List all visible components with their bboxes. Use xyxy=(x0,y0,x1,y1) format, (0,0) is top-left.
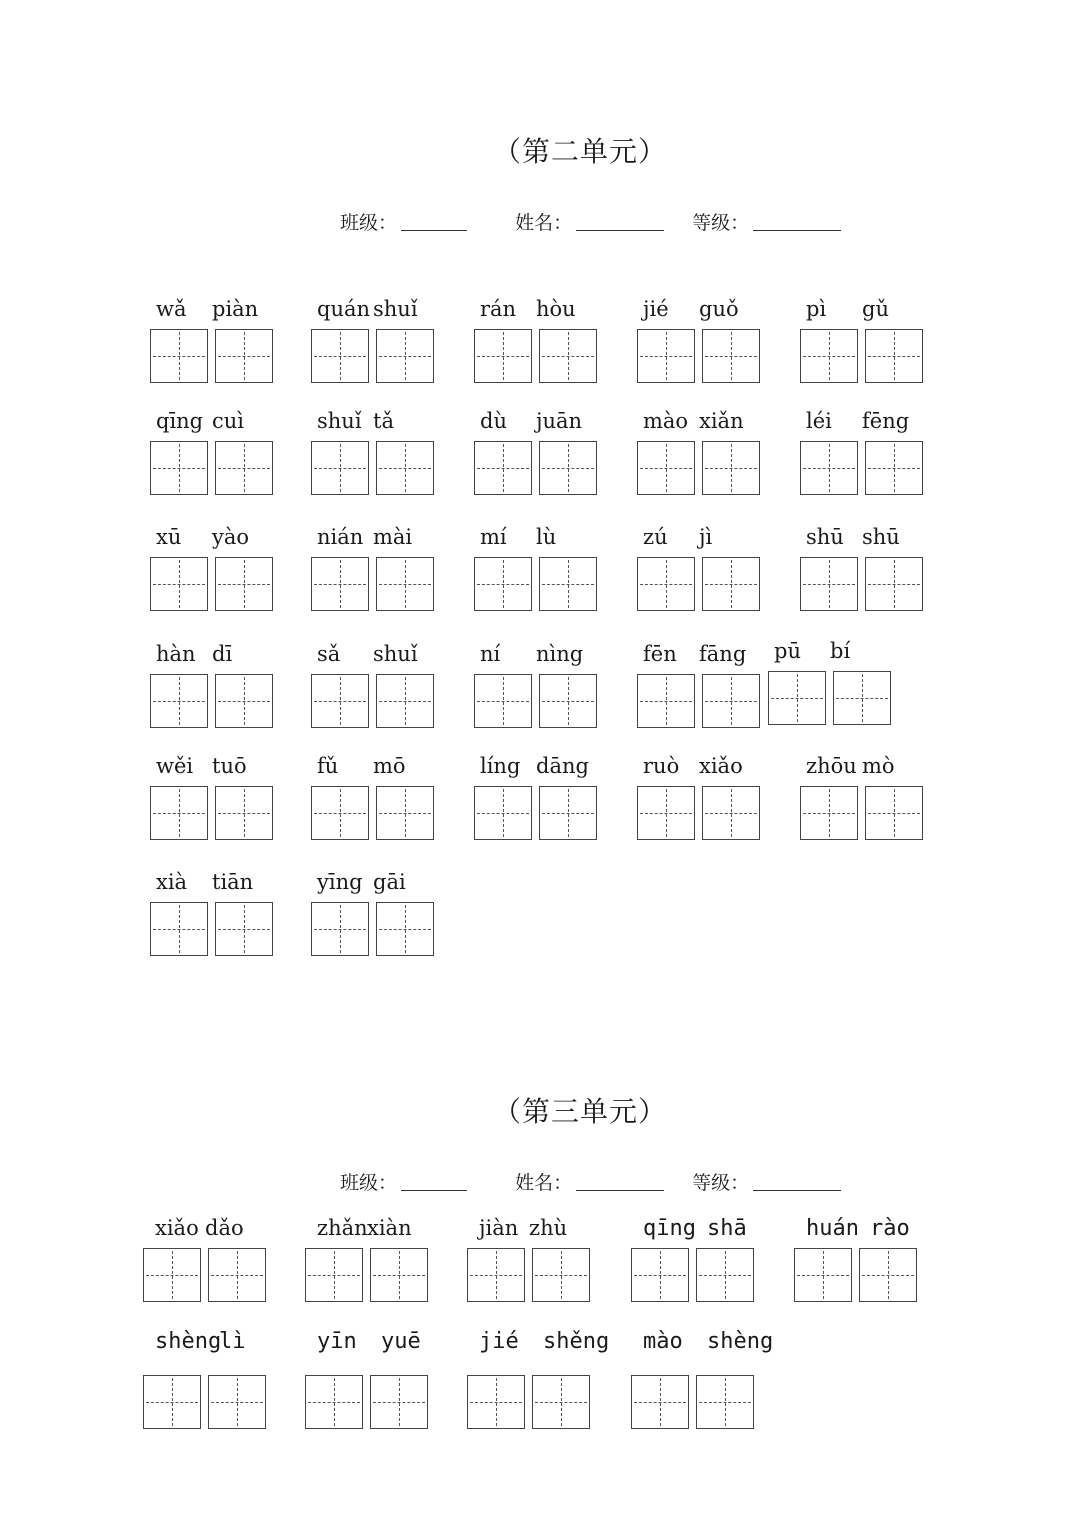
pinyin-syllable: juān xyxy=(536,409,583,433)
writing-box[interactable] xyxy=(376,786,434,840)
writing-box[interactable] xyxy=(833,671,891,725)
pinyin-syllable: mào xyxy=(643,409,689,433)
pinyin-syllable: yào xyxy=(212,525,250,549)
writing-box[interactable] xyxy=(532,1375,590,1429)
pinyin-syllable: mò xyxy=(862,754,895,778)
pinyin-syllable: mí xyxy=(480,525,507,549)
writing-box[interactable] xyxy=(376,902,434,956)
pinyin-syllable: léi xyxy=(806,409,832,433)
unit2-title: （第二单元） xyxy=(492,135,667,168)
pinyin-syllable: wǎ xyxy=(156,297,187,321)
writing-box[interactable] xyxy=(800,786,858,840)
writing-box[interactable] xyxy=(376,674,434,728)
writing-box[interactable] xyxy=(539,674,597,728)
writing-box[interactable] xyxy=(702,441,760,495)
writing-box[interactable] xyxy=(532,1248,590,1302)
pinyin-syllable: shèng xyxy=(707,1329,774,1354)
writing-box[interactable] xyxy=(311,329,369,383)
pinyin-syllable: ruò xyxy=(643,754,680,778)
writing-box[interactable] xyxy=(215,329,273,383)
writing-box[interactable] xyxy=(800,441,858,495)
pinyin-syllable: lù xyxy=(536,525,557,549)
pinyin-syllable: shuǐ xyxy=(373,642,418,666)
pinyin-syllable: tiān xyxy=(212,870,254,894)
pinyin-syllable: xiǎo xyxy=(699,754,743,778)
grade-label: 等级： xyxy=(692,1172,750,1194)
class-label: 班级： xyxy=(340,1172,398,1194)
writing-box[interactable] xyxy=(208,1375,266,1429)
pinyin-syllable: xiàn xyxy=(367,1216,412,1240)
writing-box[interactable] xyxy=(370,1248,428,1302)
unit2-info-row xyxy=(340,208,841,235)
pinyin-syllable: xiǎn xyxy=(699,409,744,433)
writing-box[interactable] xyxy=(800,329,858,383)
pinyin-syllable: bí xyxy=(830,639,851,663)
name-label: 姓名： xyxy=(515,1172,573,1194)
pinyin-syllable: sǎ xyxy=(317,642,341,666)
pinyin-syllable: zhōu xyxy=(806,754,857,778)
writing-box[interactable] xyxy=(311,786,369,840)
writing-box[interactable] xyxy=(215,441,273,495)
writing-box[interactable] xyxy=(150,786,208,840)
writing-box[interactable] xyxy=(150,902,208,956)
writing-box[interactable] xyxy=(794,1248,852,1302)
name-blank xyxy=(576,229,664,231)
writing-box[interactable] xyxy=(305,1248,363,1302)
pinyin-syllable: zú xyxy=(643,525,668,549)
name-label: 姓名： xyxy=(515,212,573,234)
pinyin-syllable: yuē xyxy=(381,1329,421,1354)
writing-box[interactable] xyxy=(150,674,208,728)
pinyin-syllable: tǎ xyxy=(373,409,394,433)
pinyin-syllable: fāng xyxy=(699,642,747,666)
grade-blank xyxy=(753,1189,841,1191)
writing-box[interactable] xyxy=(631,1375,689,1429)
pinyin-syllable: pū xyxy=(774,639,801,663)
writing-box[interactable] xyxy=(467,1248,525,1302)
pinyin-syllable: gǔ xyxy=(862,297,889,321)
pinyin-syllable: yīn xyxy=(317,1329,357,1354)
writing-box[interactable] xyxy=(370,1375,428,1429)
pinyin-syllable: dāng xyxy=(536,754,589,778)
writing-box[interactable] xyxy=(539,557,597,611)
pinyin-syllable: dǎo xyxy=(205,1216,244,1240)
pinyin-syllable: xū xyxy=(156,525,182,549)
pinyin-syllable: nián xyxy=(317,525,364,549)
writing-box[interactable] xyxy=(702,674,760,728)
writing-box[interactable] xyxy=(637,557,695,611)
unit3-info-row xyxy=(340,1168,841,1195)
writing-box[interactable] xyxy=(215,902,273,956)
pinyin-syllable: fēng xyxy=(862,409,910,433)
pinyin-syllable: shèng xyxy=(155,1329,222,1354)
writing-box[interactable] xyxy=(215,674,273,728)
class-label: 班级： xyxy=(340,212,398,234)
pinyin-syllable: dù xyxy=(480,409,507,433)
pinyin-syllable: shū xyxy=(862,525,900,549)
writing-box[interactable] xyxy=(208,1248,266,1302)
pinyin-syllable: hòu xyxy=(536,297,576,321)
pinyin-syllable: shuǐ xyxy=(373,297,418,321)
pinyin-syllable: fǔ xyxy=(317,754,339,778)
writing-box[interactable] xyxy=(696,1248,754,1302)
writing-box[interactable] xyxy=(637,329,695,383)
pinyin-syllable: mài xyxy=(373,525,413,549)
writing-box[interactable] xyxy=(474,329,532,383)
writing-box[interactable] xyxy=(865,557,923,611)
writing-box[interactable] xyxy=(474,674,532,728)
writing-box[interactable] xyxy=(474,786,532,840)
writing-box[interactable] xyxy=(696,1375,754,1429)
writing-box[interactable] xyxy=(702,329,760,383)
writing-box[interactable] xyxy=(702,557,760,611)
pinyin-syllable: xià xyxy=(156,870,188,894)
pinyin-syllable: jié xyxy=(643,297,669,321)
writing-box[interactable] xyxy=(865,329,923,383)
writing-box[interactable] xyxy=(637,674,695,728)
class-blank xyxy=(401,229,467,231)
pinyin-syllable: guǒ xyxy=(699,297,739,321)
writing-box[interactable] xyxy=(865,441,923,495)
writing-box[interactable] xyxy=(376,329,434,383)
pinyin-syllable: shā xyxy=(707,1216,747,1241)
writing-box[interactable] xyxy=(637,786,695,840)
pinyin-syllable: shuǐ xyxy=(317,409,362,433)
writing-box[interactable] xyxy=(311,441,369,495)
pinyin-syllable: dī xyxy=(212,642,233,666)
writing-box[interactable] xyxy=(865,786,923,840)
pinyin-syllable: wěi xyxy=(156,754,194,778)
writing-box[interactable] xyxy=(311,674,369,728)
writing-box[interactable] xyxy=(215,786,273,840)
writing-box[interactable] xyxy=(702,786,760,840)
pinyin-syllable: rán xyxy=(480,297,517,321)
pinyin-syllable: pì xyxy=(806,297,827,321)
writing-box[interactable] xyxy=(474,441,532,495)
grade-label: 等级： xyxy=(692,212,750,234)
writing-box[interactable] xyxy=(474,557,532,611)
pinyin-syllable: yīng xyxy=(317,870,363,894)
pinyin-syllable: mō xyxy=(373,754,406,778)
writing-box[interactable] xyxy=(215,557,273,611)
pinyin-syllable: jié xyxy=(479,1329,519,1354)
writing-box[interactable] xyxy=(150,441,208,495)
pinyin-syllable: líng xyxy=(480,754,521,778)
writing-box[interactable] xyxy=(800,557,858,611)
writing-box[interactable] xyxy=(859,1248,917,1302)
pinyin-syllable: zhù xyxy=(529,1216,568,1240)
writing-box[interactable] xyxy=(143,1375,201,1429)
writing-box[interactable] xyxy=(150,557,208,611)
pinyin-syllable: jì xyxy=(699,525,713,549)
writing-box[interactable] xyxy=(539,786,597,840)
pinyin-syllable: tuō xyxy=(212,754,247,778)
pinyin-syllable: nìng xyxy=(536,642,584,666)
writing-box[interactable] xyxy=(637,441,695,495)
writing-box[interactable] xyxy=(539,441,597,495)
pinyin-syllable: quán xyxy=(317,297,371,321)
pinyin-syllable: qīng xyxy=(643,1216,696,1241)
pinyin-syllable: hàn xyxy=(156,642,196,666)
pinyin-syllable: gāi xyxy=(373,870,406,894)
writing-box[interactable] xyxy=(631,1248,689,1302)
writing-box[interactable] xyxy=(311,902,369,956)
pinyin-syllable: ní xyxy=(480,642,501,666)
writing-box[interactable] xyxy=(768,671,826,725)
pinyin-syllable: zhǎn xyxy=(317,1216,368,1240)
unit3-title: （第三单元） xyxy=(492,1095,667,1128)
grade-blank xyxy=(753,229,841,231)
pinyin-syllable: qīng xyxy=(156,409,204,433)
pinyin-syllable: jiàn xyxy=(479,1216,519,1240)
pinyin-syllable: piàn xyxy=(212,297,259,321)
pinyin-syllable: shū xyxy=(806,525,844,549)
pinyin-syllable: fēn xyxy=(643,642,677,666)
writing-box[interactable] xyxy=(467,1375,525,1429)
pinyin-syllable: xiǎo xyxy=(155,1216,199,1240)
class-blank xyxy=(401,1189,467,1191)
name-blank xyxy=(576,1189,664,1191)
pinyin-syllable: shěng xyxy=(543,1329,610,1354)
writing-box[interactable] xyxy=(150,329,208,383)
pinyin-syllable: mào xyxy=(643,1329,683,1354)
pinyin-syllable: rào xyxy=(870,1216,910,1241)
writing-box[interactable] xyxy=(311,557,369,611)
pinyin-syllable: cuì xyxy=(212,409,245,433)
writing-box[interactable] xyxy=(143,1248,201,1302)
writing-box[interactable] xyxy=(539,329,597,383)
writing-box[interactable] xyxy=(305,1375,363,1429)
writing-box[interactable] xyxy=(376,557,434,611)
pinyin-syllable: lì xyxy=(219,1329,246,1354)
pinyin-syllable: huán xyxy=(806,1216,859,1241)
writing-box[interactable] xyxy=(376,441,434,495)
